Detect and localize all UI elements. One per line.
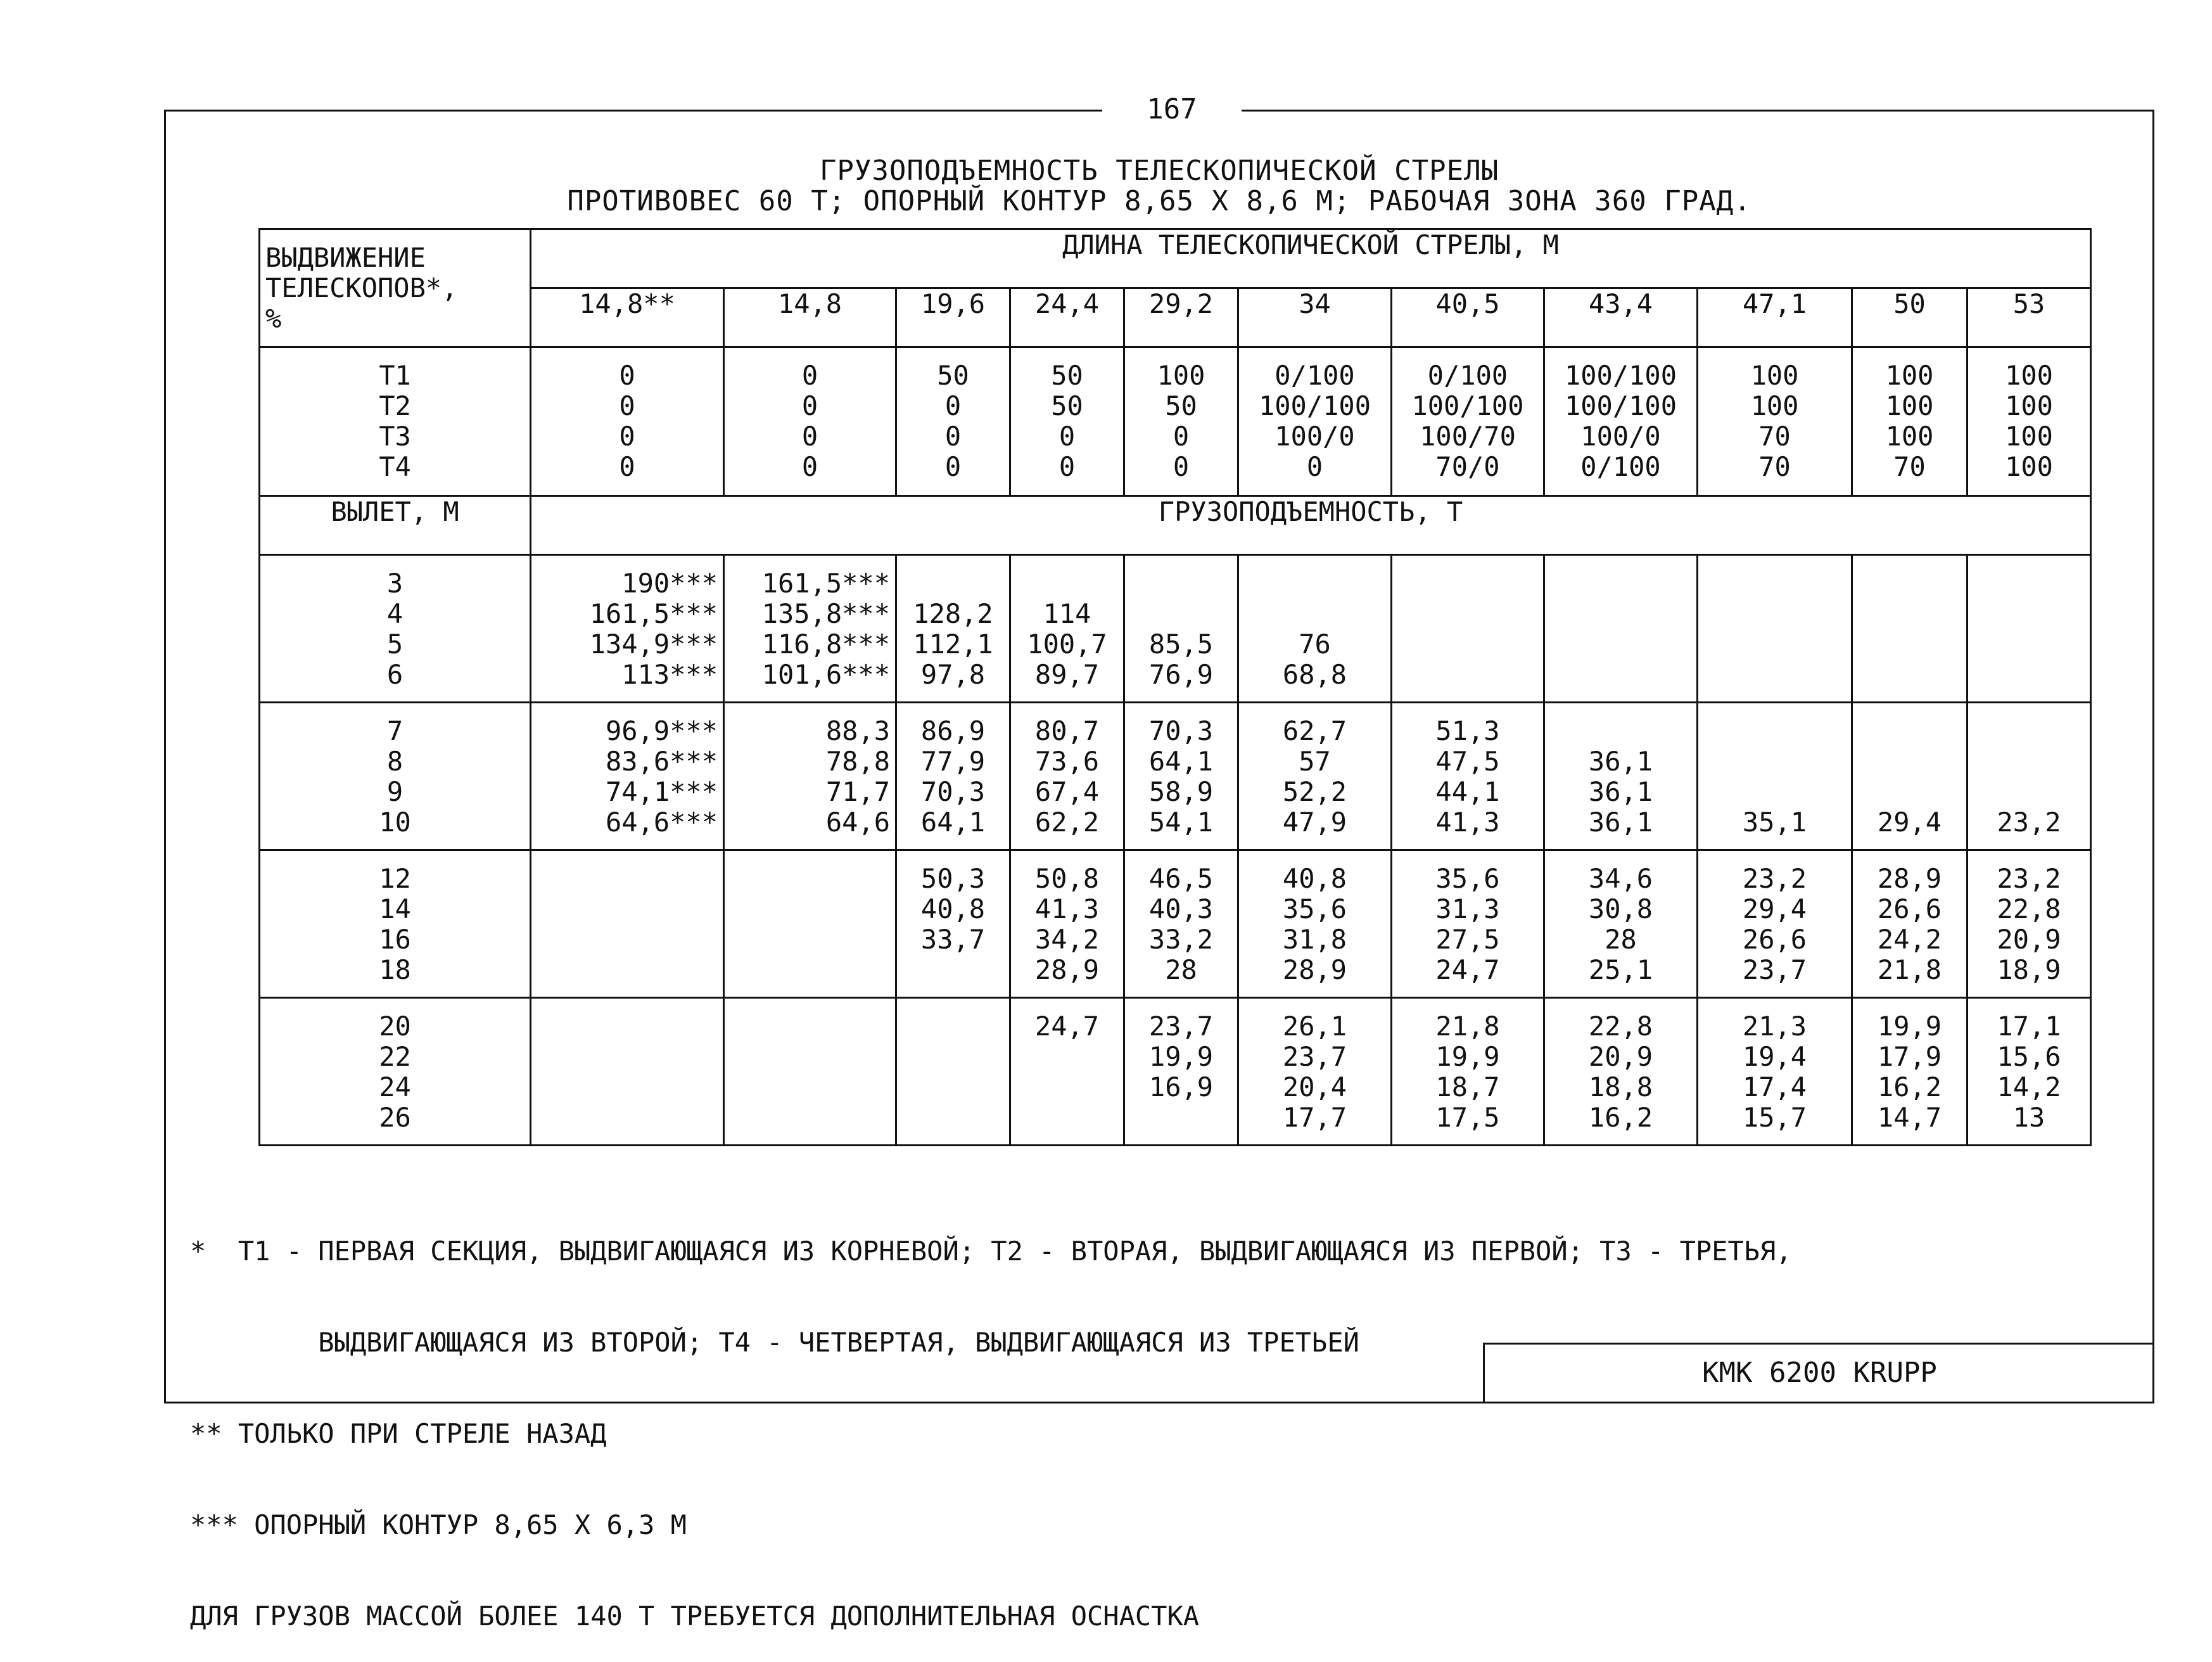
telescope-extension-cell: 0/100 100/100 100/0 0: [1238, 347, 1392, 496]
capacity-cell: 21,3 19,4 17,4 15,7: [1698, 998, 1852, 1146]
capacity-cell: 23,7 19,9 16,9: [1124, 998, 1238, 1146]
telescope-extension-cell: 0 0 0 0: [724, 347, 896, 496]
capacity-cell: 35,6 31,3 27,5 24,7: [1392, 850, 1544, 998]
capacity-cell: 26,1 23,7 20,4 17,7: [1238, 998, 1392, 1146]
capacity-cell: 17,1 15,6 14,2 13: [1967, 998, 2091, 1146]
capacity-cell: 23,2 22,8 20,9 18,9: [1967, 850, 2091, 998]
boom-length-cell: 29,2: [1124, 288, 1238, 347]
table-subtitle: ПРОТИВОВЕС 60 Т; ОПОРНЫЙ КОНТУР 8,65 Х 8,6 М; РАБОЧАЯ ЗОНА 360 ГРАД.: [567, 185, 1751, 217]
telescope-extension-cell: 100 100 100 100: [1967, 347, 2091, 496]
capacity-cell: 50,3 40,8 33,7: [896, 850, 1010, 998]
capacity-cell: [531, 850, 724, 998]
capacity-cell: [896, 998, 1010, 1146]
capacity-cell: 40,8 35,6 31,8 28,9: [1238, 850, 1392, 998]
boom-length-header: ДЛИНА ТЕЛЕСКОПИЧЕСКОЙ СТРЕЛЫ, М: [531, 229, 2091, 288]
capacity-cell: 35,1: [1698, 703, 1852, 850]
capacity-cell: [724, 850, 896, 998]
footnotes: [190, 1175, 2154, 1662]
footnote-line: ** ТОЛЬКО ПРИ СТРЕЛЕ НАЗАД: [190, 1418, 607, 1449]
capacity-cell: 96,9*** 83,6*** 74,1*** 64,6***: [531, 703, 724, 850]
telescope-extension-cell: 100/100 100/100 100/0 0/100: [1544, 347, 1698, 496]
capacity-cell: 23,2 29,4 26,6 23,7: [1698, 850, 1852, 998]
capacity-cell: [1392, 555, 1544, 703]
capacity-cell: 70,3 64,1 58,9 54,1: [1124, 703, 1238, 850]
capacity-cell: [1698, 555, 1852, 703]
capacity-cell: 34,6 30,8 28 25,1: [1544, 850, 1698, 998]
capacity-cell: 21,8 19,9 18,7 17,5: [1392, 998, 1544, 1146]
telescope-extension-cell: 100 100 100 70: [1852, 347, 1967, 496]
capacity-cell: 128,2 112,1 97,8: [896, 555, 1010, 703]
footnote-line: * Т1 - ПЕРВАЯ СЕКЦИЯ, ВЫДВИГАЮЩАЯСЯ ИЗ КОРНЕВОЙ; Т2 - ВТОРАЯ, ВЫДВИГАЮЩАЯСЯ ИЗ ПЕРВОЙ; Т3 - ТРЕТЬЯ,: [190, 1236, 1792, 1267]
extension-header: ВЫДВИЖЕНИЕ ТЕЛЕСКОПОВ*, %: [260, 229, 531, 347]
capacity-cell: 19,9 17,9 16,2 14,7: [1852, 998, 1967, 1146]
telescope-extension-cell: 100 50 0 0: [1124, 347, 1238, 496]
capacity-cell: 46,5 40,3 33,2 28: [1124, 850, 1238, 998]
boom-length-cell: 53: [1967, 288, 2091, 347]
capacity-cell: [1544, 555, 1698, 703]
capacity-cell: [1967, 555, 2091, 703]
telescope-extension-cell: 100 100 70 70: [1698, 347, 1852, 496]
radius-group-row: [260, 998, 2091, 1146]
boom-length-cell: 34: [1238, 288, 1392, 347]
capacity-cell: 28,9 26,6 24,2 21,8: [1852, 850, 1967, 998]
capacity-cell: 50,8 41,3 34,2 28,9: [1010, 850, 1124, 998]
telescope-extension-cell: 0 0 0 0: [531, 347, 724, 496]
boom-length-cell: 14,8**: [531, 288, 724, 347]
load-chart-table: [258, 228, 2092, 1146]
table-title: ГРУЗОПОДЪЕМНОСТЬ ТЕЛЕСКОПИЧЕСКОЙ СТРЕЛЫ: [819, 155, 1499, 187]
footnote-line: ДЛЯ ГРУЗОВ МАССОЙ БОЛЕЕ 140 Т ТРЕБУЕТСЯ ДОПОЛНИТЕЛЬНАЯ ОСНАСТКА: [190, 1601, 1200, 1632]
capacity-cell: 76 68,8: [1238, 555, 1392, 703]
page-number: 167: [1102, 87, 1242, 132]
capacity-header: ГРУЗОПОДЪЕМНОСТЬ, Т: [531, 496, 2091, 555]
capacity-cell: 29,4: [1852, 703, 1967, 850]
boom-length-cell: 43,4: [1544, 288, 1698, 347]
footnote-line: ВЫДВИГАЮЩАЯСЯ ИЗ ВТОРОЙ; Т4 - ЧЕТВЕРТАЯ, ВЫДВИГАЮЩАЯСЯ ИЗ ТРЕТЬЕЙ: [190, 1327, 1359, 1358]
capacity-cell: 62,7 57 52,2 47,9: [1238, 703, 1392, 850]
capacity-cell: 22,8 20,9 18,8 16,2: [1544, 998, 1698, 1146]
boom-length-cell: 19,6: [896, 288, 1010, 347]
capacity-cell: 24,7: [1010, 998, 1124, 1146]
telescope-extension-cell: 50 50 0 0: [1010, 347, 1124, 496]
boom-length-cell: 50: [1852, 288, 1967, 347]
radius-group-row: [260, 555, 2091, 703]
capacity-cell: 51,3 47,5 44,1 41,3: [1392, 703, 1544, 850]
capacity-cell: 190*** 161,5*** 134,9*** 113***: [531, 555, 724, 703]
boom-length-cell: 47,1: [1698, 288, 1852, 347]
capacity-cell: 114 100,7 89,7: [1010, 555, 1124, 703]
capacity-cell: 88,3 78,8 71,7 64,6: [724, 703, 896, 850]
capacity-cell: 161,5*** 135,8*** 116,8*** 101,6***: [724, 555, 896, 703]
capacity-cell: 80,7 73,6 67,4 62,2: [1010, 703, 1124, 850]
capacity-cell: 85,5 76,9: [1124, 555, 1238, 703]
title-block: КМК 6200 KRUPP: [1483, 1343, 2154, 1403]
telescope-extension-cell: 0/100 100/100 100/70 70/0: [1392, 347, 1544, 496]
capacity-cell: [531, 998, 724, 1146]
radius-group-row: [260, 850, 2091, 998]
boom-length-cell: 24,4: [1010, 288, 1124, 347]
capacity-cell: [724, 998, 896, 1146]
radius-values: 12 14 16 18: [260, 850, 531, 998]
capacity-cell: 23,2: [1967, 703, 2091, 850]
boom-length-cell: 40,5: [1392, 288, 1544, 347]
footnote-line: *** ОПОРНЫЙ КОНТУР 8,65 Х 6,3 М: [190, 1509, 687, 1540]
radius-values: 20 22 24 26: [260, 998, 531, 1146]
boom-length-cell: 14,8: [724, 288, 896, 347]
radius-values: 3 4 5 6: [260, 555, 531, 703]
capacity-cell: 86,9 77,9 70,3 64,1: [896, 703, 1010, 850]
radius-values: 7 8 9 10: [260, 703, 531, 850]
telescope-extension-cell: 50 0 0 0: [896, 347, 1010, 496]
capacity-cell: [1852, 555, 1967, 703]
radius-header: ВЫЛЕТ, М: [260, 496, 531, 555]
telescope-labels: Т1 Т2 Т3 Т4: [260, 347, 531, 496]
capacity-cell: 36,1 36,1 36,1: [1544, 703, 1698, 850]
radius-group-row: [260, 703, 2091, 850]
